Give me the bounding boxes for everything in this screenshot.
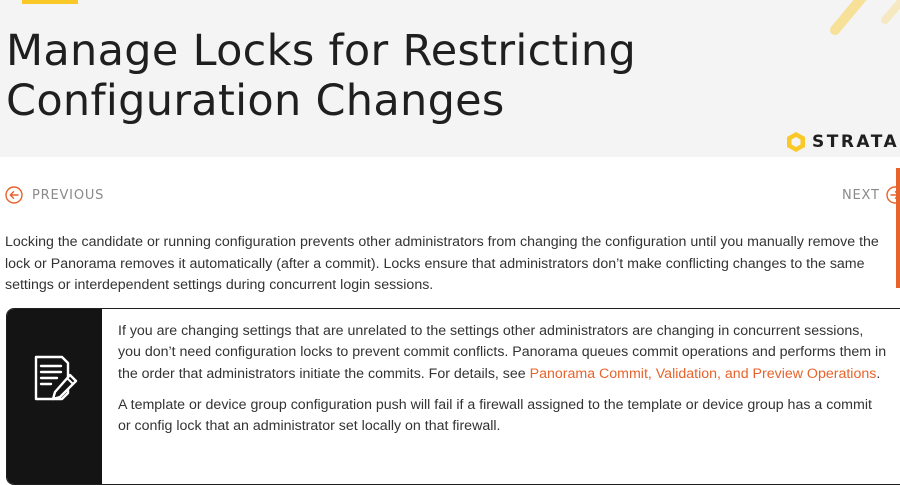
header-decoration-icon — [800, 0, 900, 60]
note-document-pencil-icon — [30, 353, 80, 405]
brand-logo[interactable] — [786, 129, 899, 155]
note-paragraph-2: A template or device group configuration push will fail if a firewall assigned to the template or device group has a commit or config lock that an administrator set locally on that firewall. — [118, 396, 872, 435]
brand-name: STRATA — [812, 132, 900, 152]
note-paragraph-1 — [118, 321, 888, 385]
header-accent-bar — [22, 0, 78, 4]
note-paragraph-1-text: If you are changing settings that are unrelated to the settings other administrators are changing in concurrent sessions, you don’t need configuration locks to prevent commit conflicts. Panorama queues commit operations and performs them in the order that administrators initiate the commits. For details, see — [118, 323, 887, 382]
side-feedback-tab[interactable] — [896, 168, 900, 288]
page-title-line1: Manage Locks for Restricting — [6, 26, 637, 76]
page-title-line2: Configuration Changes — [6, 76, 505, 126]
previous-link[interactable] — [5, 182, 104, 208]
next-label: NEXT — [842, 187, 880, 203]
strata-logo-icon — [786, 131, 806, 153]
previous-label: PREVIOUS — [32, 187, 105, 203]
next-link[interactable] — [842, 182, 900, 208]
intro-paragraph: Locking the candidate or running configuration prevents other administrators from changing the configuration until you manually remove the lock or Panorama removes it automatically (after a commit). Locks ensure that administrators don’t make conflicting changes to the same settings or interdependent settings during concurrent login sessions. — [5, 234, 879, 293]
note-icon-column — [7, 309, 102, 484]
panorama-commit-link[interactable]: Panorama Commit, Validation, and Preview Operations — [529, 365, 877, 382]
page-header — [0, 0, 900, 157]
note-paragraph-1-end: . — [876, 365, 881, 382]
note-callout — [6, 308, 900, 485]
arrow-left-circle-icon — [5, 186, 23, 204]
page-title — [6, 26, 636, 126]
note-body — [118, 321, 888, 447]
